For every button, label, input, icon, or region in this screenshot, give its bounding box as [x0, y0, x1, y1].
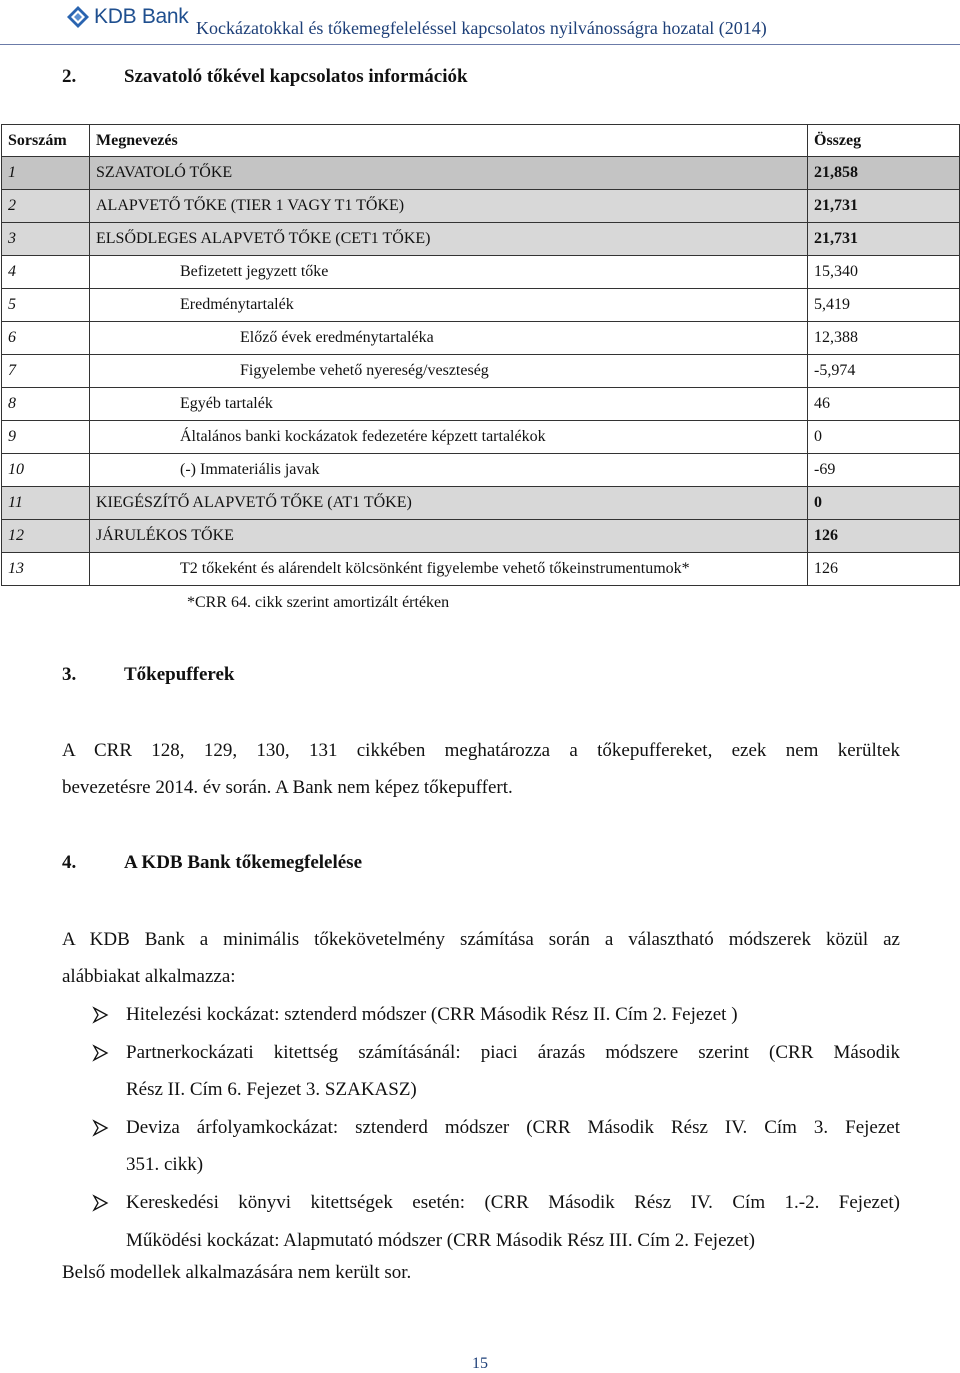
- paragraph-line: alábbiakat alkalmazza:: [62, 966, 236, 987]
- section-4-intro: [62, 921, 900, 995]
- row-number: 3: [2, 223, 90, 256]
- arrow-bullet-icon: [92, 1044, 110, 1062]
- table-row: [2, 487, 960, 520]
- paragraph-line: A CRR 128, 129, 130, 131 cikkében meghatározza a tőkepuffereket, ezek nem kerültek: [62, 740, 900, 761]
- row-number: 7: [2, 355, 90, 388]
- section-2-title: Szavatoló tőkével kapcsolatos információk: [124, 66, 468, 87]
- page-number: 15: [472, 1355, 488, 1372]
- list-item-line: Rész II. Cím 6. Fejezet 3. SZAKASZ): [126, 1079, 417, 1101]
- row-number: 13: [2, 553, 90, 586]
- row-name: Befizetett jegyzett tőke: [90, 256, 808, 289]
- row-amount: 21,731: [808, 223, 960, 256]
- arrow-bullet-icon: [92, 1194, 110, 1212]
- kdb-logo: [66, 3, 188, 31]
- row-number: 1: [2, 157, 90, 190]
- table-row: [2, 190, 960, 223]
- kdb-logo-icon: [66, 5, 90, 29]
- row-name: KIEGÉSZÍTŐ ALAPVETŐ TŐKE (AT1 TŐKE): [90, 487, 808, 520]
- row-amount: -5,974: [808, 355, 960, 388]
- table-row: [2, 421, 960, 454]
- row-number: 8: [2, 388, 90, 421]
- table-row: [2, 289, 960, 322]
- row-amount: 0: [808, 421, 960, 454]
- table-row: [2, 322, 960, 355]
- col-header-number: Sorszám: [2, 125, 90, 157]
- row-amount: 126: [808, 553, 960, 586]
- method-list: [62, 996, 900, 1259]
- table-row: [2, 520, 960, 553]
- row-name: Általános banki kockázatok fedezetére képzett tartalékok: [90, 421, 808, 454]
- row-name: Eredménytartalék: [90, 289, 808, 322]
- header-divider: [0, 44, 960, 45]
- row-number: 6: [2, 322, 90, 355]
- table-header-row: [2, 125, 960, 157]
- section-3-paragraph: [62, 732, 900, 806]
- row-amount: 21,858: [808, 157, 960, 190]
- list-item-line: Kereskedési könyvi kitettségek esetén: (CRR Második Rész IV. Cím 1.-2. Fejezet): [126, 1191, 900, 1213]
- table-row: [2, 256, 960, 289]
- col-header-amount: Összeg: [808, 125, 960, 157]
- closing-sentence: Belső modellek alkalmazására nem került sor.: [62, 1262, 412, 1283]
- paragraph-line: bevezetésre 2014. év során. A Bank nem képez tőkepuffert.: [62, 777, 513, 798]
- list-item: [62, 1034, 900, 1109]
- section-3-number: 3.: [62, 664, 77, 685]
- paragraph-line: A KDB Bank a minimális tőkekövetelmény számítása során a választható módszerek közül az: [62, 929, 900, 950]
- section-3-title: Tőkepufferek: [124, 664, 235, 685]
- row-name: ELSŐDLEGES ALAPVETŐ TŐKE (CET1 TŐKE): [90, 223, 808, 256]
- table-row: [2, 388, 960, 421]
- row-number: 5: [2, 289, 90, 322]
- section-4-number: 4.: [62, 852, 77, 873]
- row-name: Egyéb tartalék: [90, 388, 808, 421]
- row-number: 2: [2, 190, 90, 223]
- row-number: 4: [2, 256, 90, 289]
- row-number: 9: [2, 421, 90, 454]
- list-item-line: Deviza árfolyamkockázat: sztenderd módszer (CRR Második Rész IV. Cím 3. Fejezet: [126, 1116, 900, 1138]
- row-amount: 0: [808, 487, 960, 520]
- table-footnote: *CRR 64. cikk szerint amortizált értéken: [187, 594, 450, 611]
- list-item-line: Hitelezési kockázat: sztenderd módszer (CRR Második Rész II. Cím 2. Fejezet ): [126, 1004, 738, 1025]
- row-number: 11: [2, 487, 90, 520]
- arrow-bullet-icon: [92, 1006, 110, 1024]
- capital-table: [1, 124, 960, 586]
- row-amount: -69: [808, 454, 960, 487]
- table-row: [2, 454, 960, 487]
- row-name: JÁRULÉKOS TŐKE: [90, 520, 808, 553]
- list-item: [62, 1184, 900, 1259]
- arrow-bullet-icon: [92, 1119, 110, 1137]
- row-number: 12: [2, 520, 90, 553]
- document-title: Kockázatokkal és tőkemegfeleléssel kapcsolatos nyilvánosságra hozatal (2014): [196, 18, 767, 38]
- row-amount: 5,419: [808, 289, 960, 322]
- table-row: [2, 157, 960, 190]
- row-number: 10: [2, 454, 90, 487]
- logo-text: KDB Bank: [94, 5, 189, 28]
- list-item-line: 351. cikk): [126, 1154, 204, 1176]
- list-item-line: Partnerkockázati kitettség számításánál: piaci árazás módszere szerint (CRR Második: [126, 1041, 900, 1063]
- row-amount: 126: [808, 520, 960, 553]
- row-amount: 15,340: [808, 256, 960, 289]
- row-name: (-) Immateriális javak: [90, 454, 808, 487]
- section-2-number: 2.: [62, 66, 77, 87]
- col-header-name: Megnevezés: [90, 125, 808, 157]
- row-name: Figyelembe vehető nyereség/veszteség: [90, 355, 808, 388]
- section-4-title: A KDB Bank tőkemegfelelése: [124, 852, 363, 873]
- table-row: [2, 553, 960, 586]
- row-name: Előző évek eredménytartaléka: [90, 322, 808, 355]
- table-row: [2, 223, 960, 256]
- table-row: [2, 355, 960, 388]
- row-amount: 46: [808, 388, 960, 421]
- row-name: T2 tőkeként és alárendelt kölcsönként figyelembe vehető tőkeinstrumentumok*: [90, 553, 808, 586]
- list-item: [62, 1109, 900, 1184]
- row-name: ALAPVETŐ TŐKE (TIER 1 VAGY T1 TŐKE): [90, 190, 808, 223]
- list-item: [62, 996, 900, 1034]
- row-name: SZAVATOLÓ TŐKE: [90, 157, 808, 190]
- page-header: [0, 0, 960, 46]
- row-amount: 21,731: [808, 190, 960, 223]
- row-amount: 12,388: [808, 322, 960, 355]
- list-item-line: Működési kockázat: Alapmutató módszer (CRR Második Rész III. Cím 2. Fejezet): [126, 1229, 755, 1251]
